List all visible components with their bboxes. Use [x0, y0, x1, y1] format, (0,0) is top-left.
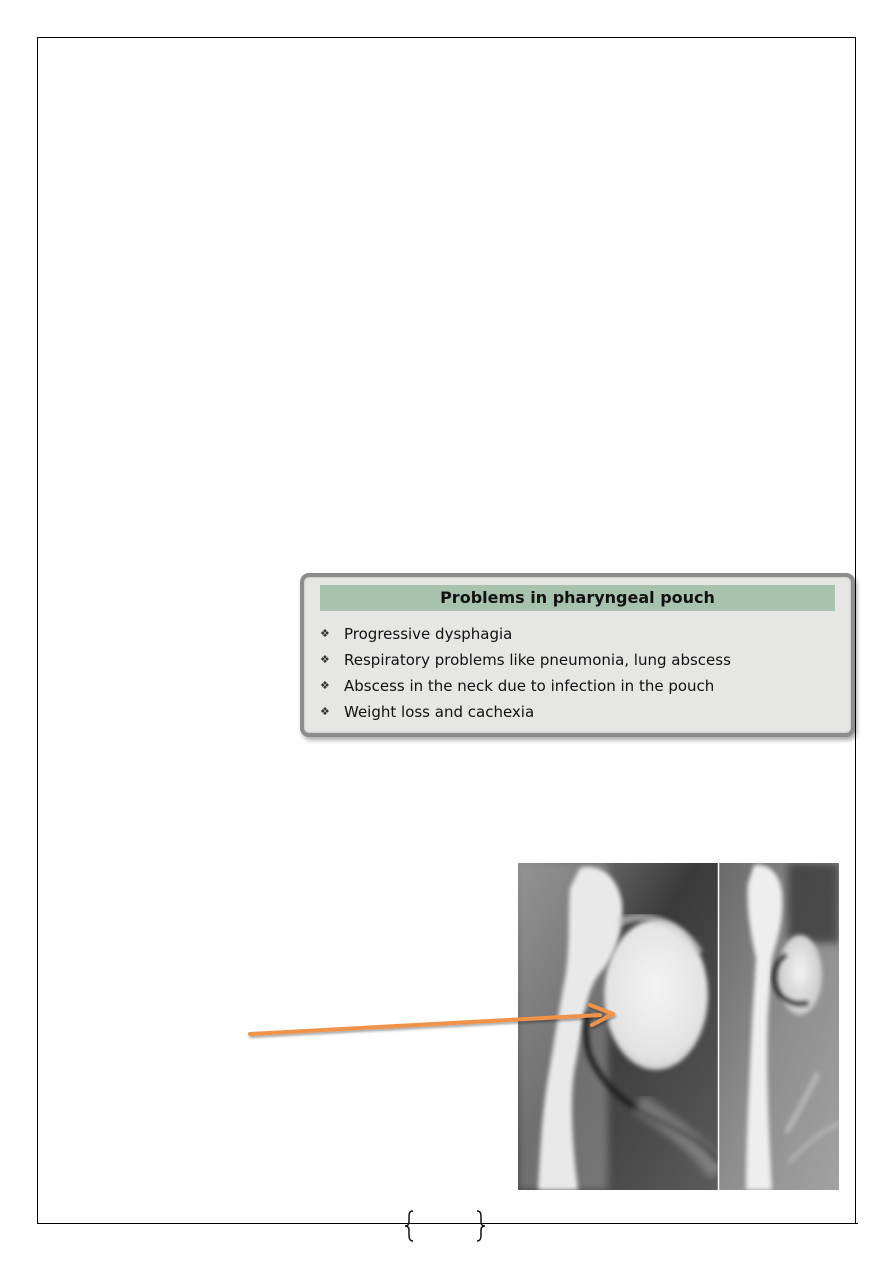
list-item-text: Progressive dysphagia: [344, 625, 513, 643]
list-item: [320, 673, 731, 699]
list-item: [320, 647, 731, 673]
list-item-text: Weight loss and cachexia: [344, 703, 535, 721]
info-box: [300, 573, 855, 737]
list-item-text: Respiratory problems like pneumonia, lung abscess: [344, 651, 731, 669]
list-item: [320, 699, 731, 725]
list-item: [320, 621, 731, 647]
barium-swallow-xray-right: [719, 863, 839, 1190]
barium-swallow-xray-left: [518, 863, 718, 1190]
barium-swallow-xray-image: [518, 863, 839, 1190]
info-box-title: Problems in pharyngeal pouch: [320, 585, 835, 611]
diamond-bullet-icon: ❖: [320, 679, 330, 692]
diamond-bullet-icon: ❖: [320, 705, 330, 718]
diamond-bullet-icon: ❖: [320, 653, 330, 666]
list-item-text: Abscess in the neck due to infection in the pouch: [344, 677, 715, 695]
info-list: [320, 621, 731, 725]
page-number-brackets: [404, 1208, 486, 1244]
diamond-bullet-icon: ❖: [320, 627, 330, 640]
